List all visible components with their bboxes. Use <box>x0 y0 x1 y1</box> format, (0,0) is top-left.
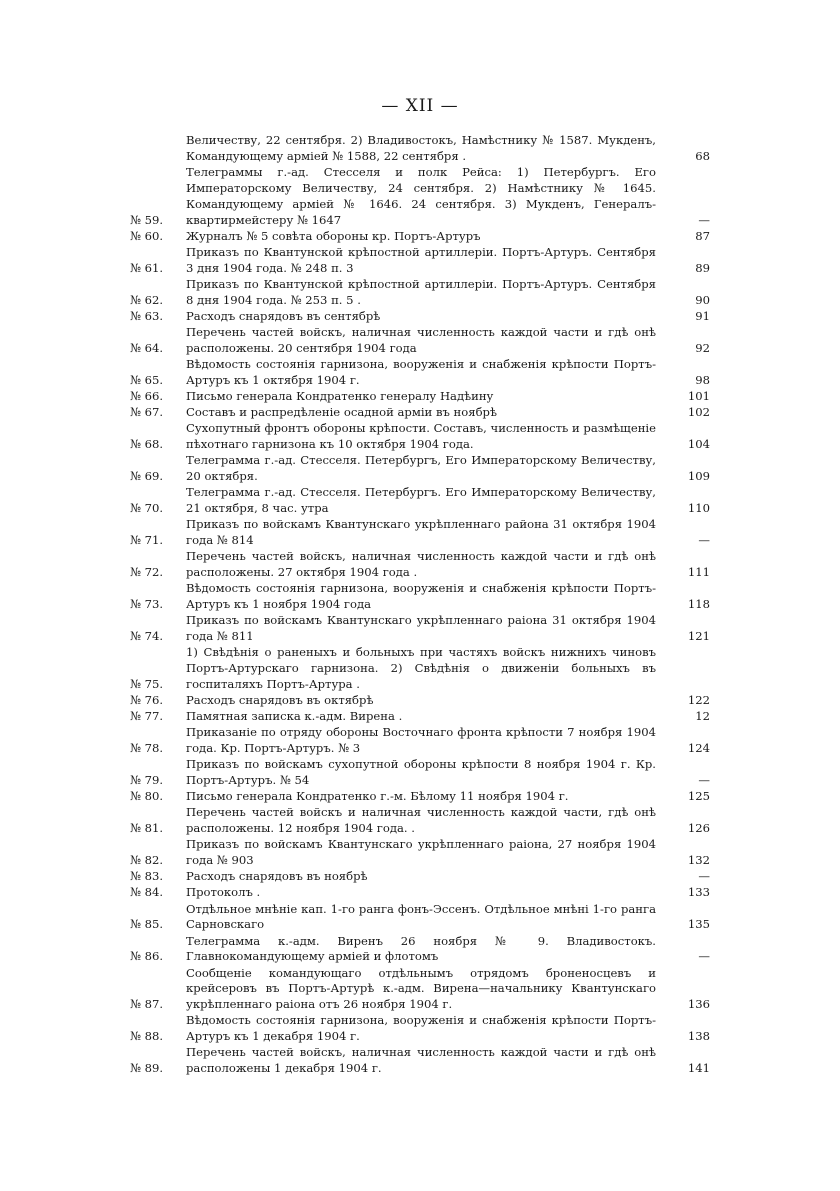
entry-page: 135 <box>687 917 710 932</box>
entry-number: № 61. <box>130 260 164 275</box>
entry-page: 136 <box>687 997 710 1012</box>
entry-title: Письмо генерала Кондратенко г.-м. Бѣлому 11 ноября 1904 г. <box>186 789 569 804</box>
toc-entry <box>130 325 720 357</box>
entry-page: 102 <box>687 405 710 420</box>
entry-title: Расходъ снарядовъ въ октябрѣ <box>186 693 374 708</box>
toc-entry <box>130 581 720 613</box>
entry-title: Сообщеніе командующаго отдѣльнымъ отрядомъ броненосцевъ и крейсеровъ въ Портъ-Артурѣ к.-адм. Вирена—начальнику Квантунскаго укрѣпленнаго раіона отъ 26 ноября 1904 г. <box>186 965 656 1012</box>
toc-entry <box>130 309 720 325</box>
entry-page: 89 <box>695 260 710 275</box>
entry-page: 91 <box>695 308 710 323</box>
entry-page: 141 <box>687 1061 710 1076</box>
entry-page: 104 <box>687 437 710 452</box>
entry-title: Расходъ снарядовъ въ ноябрѣ <box>186 869 368 884</box>
toc-entry <box>130 549 720 581</box>
page-number: — XII — <box>381 96 459 116</box>
entry-page: 125 <box>687 789 710 804</box>
entry-number: № 66. <box>130 389 164 403</box>
entry-title: Расходъ снарядовъ въ сентябрѣ <box>186 308 381 323</box>
entry-title: Перечень частей войскъ, наличная численность каждой части и гдѣ онѣ расположены. 20 сентября 1904 года <box>186 325 656 355</box>
toc-entry <box>130 357 720 389</box>
entry-title: Приказъ по войскамъ Квантунскаго укрѣпленнаго раіона, 27 ноября 1904 года № 903 <box>186 837 656 868</box>
entry-number: № 60. <box>130 228 164 243</box>
entry-number: № 62. <box>130 292 164 307</box>
entry-page: 124 <box>687 741 710 756</box>
entry-number: № 63. <box>130 308 164 323</box>
entry-page: 138 <box>687 1029 710 1044</box>
entry-number: № 69. <box>130 469 164 484</box>
entry-title: Величеству, 22 сентября. 2) Владивостокъ, Намѣстнику № 1587. Мукденъ, Командующему арміей № 1588, 22 сентября . <box>186 133 656 163</box>
toc-entry <box>130 517 720 549</box>
toc-entry <box>130 757 720 789</box>
toc-entry <box>130 165 720 229</box>
entry-page: 87 <box>695 228 710 243</box>
entry-page: 121 <box>687 629 710 644</box>
entry-number: № 85. <box>130 917 164 932</box>
entry-number: № 83. <box>130 869 164 884</box>
toc-entry <box>130 869 720 885</box>
entry-page: 132 <box>687 853 710 868</box>
entry-page: 68 <box>695 148 710 163</box>
entry-number: № 75. <box>130 677 164 691</box>
entry-page: 122 <box>687 693 710 708</box>
entry-page: 111 <box>687 565 710 580</box>
entry-number: № 88. <box>130 1029 164 1044</box>
entry-title: Вѣдомость состоянія гарнизона, вооруженія и снабженія крѣпости Портъ-Артуръ къ 1 октября 1904 г. <box>186 357 656 387</box>
entry-number: № 77. <box>130 709 164 724</box>
entry-title: Приказъ по Квантунской крѣпостной артиллеріи. Портъ-Артуръ. Сентября 3 дня 1904 года. № 248 п. 3 <box>186 244 656 275</box>
toc-entry <box>130 725 720 757</box>
table-of-contents <box>130 133 720 1077</box>
entry-title: Вѣдомость состоянія гарнизона, вооруженія и снабженія крѣпости Портъ-Артуръ къ 1 ноября 1904 года <box>186 581 656 612</box>
entry-title: Телеграмма к.-адм. Виренъ 26 ноября № 9. Владивостокъ. Главнокомандующему арміей и флотомъ <box>186 933 656 964</box>
entry-number: № 68. <box>130 437 164 452</box>
entry-title: Перечень частей войскъ и наличная численность каждой части, гдѣ онѣ расположены. 12 ноября 1904 года. . <box>186 805 656 836</box>
entry-number: № 71. <box>130 533 164 548</box>
entry-title: 1) Свѣдѣнія о раненыхъ и больныхъ при частяхъ войскъ нижнихъ чиновъ Портъ-Артурскаго гарнизона. 2) Свѣдѣнія о движеніи больныхъ въ госпиталяхъ Портъ-Артура . <box>186 645 656 691</box>
entry-title: Приказъ по Квантунской крѣпостной артиллеріи. Портъ-Артуръ. Сентября 8 дня 1904 года. № 253 п. 5 . <box>186 276 656 307</box>
entry-title: Журналъ № 5 совѣта обороны кр. Портъ-Артуръ <box>186 228 481 243</box>
entry-title: Телеграмма г.-ад. Стесселя. Петербургъ, Его Императорскому Величеству, 20 октября. <box>186 453 656 484</box>
toc-entry <box>130 966 720 1014</box>
entry-title: Телеграмма г.-ад. Стесселя. Петербургъ. Его Императорскому Величеству, 21 октября, 8 час. утра <box>186 485 656 516</box>
toc-entry <box>130 902 720 934</box>
toc-entry <box>130 245 720 277</box>
entry-page: 133 <box>687 885 710 900</box>
entry-number: № 78. <box>130 741 164 756</box>
entry-title: Приказаніе по отряду обороны Восточнаго фронта крѣпости 7 ноября 1904 года. Кр. Портъ-Артуръ. № 3 <box>186 725 656 756</box>
entry-page: — <box>698 212 710 227</box>
toc-entry <box>130 485 720 517</box>
entry-number: № 86. <box>130 949 164 964</box>
entry-number: № 64. <box>130 340 164 355</box>
entry-number: № 65. <box>130 372 164 387</box>
entry-title: Отдѣльное мнѣніе кап. 1-го ранга фонъ-Эссенъ. Отдѣльное мнѣні 1-го ранга Сарновскаго <box>186 901 656 932</box>
entry-number: № 89. <box>130 1061 164 1076</box>
toc-entry <box>130 613 720 645</box>
entry-page: — <box>698 869 710 884</box>
entry-page: 126 <box>687 821 710 836</box>
entry-page: 90 <box>695 292 710 307</box>
entry-number: № 80. <box>130 789 164 804</box>
toc-entry <box>130 277 720 309</box>
entry-title: Приказъ по войскамъ сухопутной обороны крѣпости 8 ноября 1904 г. Кр. Портъ-Артуръ. № 54 <box>186 757 656 788</box>
entry-page: 110 <box>687 501 710 516</box>
toc-entry <box>130 389 720 405</box>
entry-title: Приказъ по войскамъ Квантунскаго укрѣпленнаго района 31 октября 1904 года № 814 <box>186 517 656 548</box>
toc-entry <box>130 1045 720 1077</box>
toc-entry <box>130 805 720 837</box>
entry-page: 92 <box>695 340 710 355</box>
entry-title: Перечень частей войскъ, наличная численность каждой части и гдѣ онѣ расположены. 27 октября 1904 года . <box>186 549 656 580</box>
toc-entry <box>130 133 720 165</box>
toc-entry <box>130 789 720 805</box>
toc-entry <box>130 934 720 966</box>
entry-number: № 76. <box>130 693 164 708</box>
entry-page: — <box>698 773 710 788</box>
entry-title: Письмо генерала Кондратенко генералу Надѣину <box>186 389 494 403</box>
entry-page: — <box>698 949 710 964</box>
toc-entry <box>130 645 720 693</box>
entry-number: № 72. <box>130 565 164 580</box>
toc-entry <box>130 421 720 453</box>
entry-title: Телеграммы г.-ад. Стесселя и полк Рейса: 1) Петербургъ. Его Императорскому Величеству, 24 сентября. 2) Намѣстнику № 1645. Командующему арміей № 1646. 24 сентября. 3) Мукденъ, Генералъ-квартирмейстеру № 1647 <box>186 165 656 227</box>
toc-entry <box>130 693 720 709</box>
entry-page: 98 <box>695 372 710 387</box>
entry-title: Памятная записка к.-адм. Вирена . <box>186 709 403 724</box>
entry-number: № 70. <box>130 501 164 516</box>
entry-title: Вѣдомость состоянія гарнизона, вооруженія и снабженія крѣпости Портъ-Артуръ къ 1 декабря 1904 г. <box>186 1013 656 1044</box>
toc-entry <box>130 405 720 421</box>
entry-title: Составъ и распредѣленіе осадной арміи въ ноябрѣ <box>186 405 497 420</box>
entry-number: № 67. <box>130 405 164 420</box>
toc-entry <box>130 837 720 869</box>
toc-entry <box>130 229 720 245</box>
toc-entry <box>130 453 720 485</box>
entry-number: № 73. <box>130 597 164 612</box>
toc-entry <box>130 1013 720 1045</box>
entry-title: Сухопутный фронтъ обороны крѣпости. Составъ, численность и размѣщеніе пѣхотнаго гарнизона къ 10 октября 1904 года. <box>186 421 656 452</box>
entry-number: № 84. <box>130 885 164 900</box>
entry-title: Перечень частей войскъ, наличная численность каждой части и гдѣ онѣ расположены 1 декабря 1904 г. <box>186 1045 656 1076</box>
entry-page: 109 <box>687 469 710 484</box>
entry-number: № 59. <box>130 212 164 227</box>
entry-number: № 81. <box>130 821 164 836</box>
entry-number: № 79. <box>130 773 164 788</box>
entry-title: Приказъ по войскамъ Квантунскаго укрѣпленнаго раіона 31 октября 1904 года № 811 <box>186 613 656 644</box>
entry-number: № 87. <box>130 997 164 1012</box>
entry-page: — <box>698 533 710 548</box>
entry-title: Протоколъ . <box>186 885 261 900</box>
entry-page: 101 <box>687 389 710 403</box>
entry-page: 118 <box>687 597 710 612</box>
entry-page: 12 <box>695 709 710 724</box>
toc-entry <box>130 885 720 901</box>
entry-number: № 82. <box>130 853 164 868</box>
entry-number: № 74. <box>130 629 164 644</box>
toc-entry <box>130 709 720 725</box>
